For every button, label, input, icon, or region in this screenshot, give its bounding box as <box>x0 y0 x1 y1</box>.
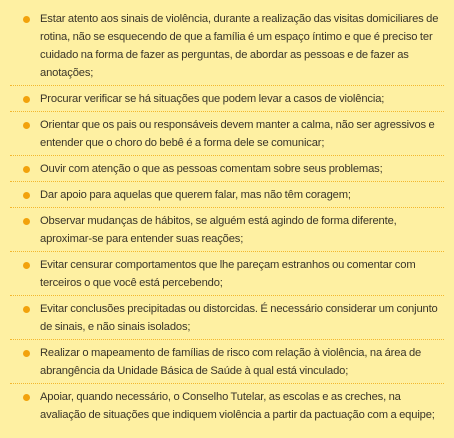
divider <box>10 383 444 385</box>
bullet-icon <box>23 350 30 357</box>
divider <box>10 339 444 341</box>
bullet-icon <box>23 122 30 129</box>
list-item-text: Estar atento aos sinais de violência, durante a realização das visitas domiciliares de rotina, não se esquecendo de que a família é um espaço íntimo e que é preciso ter cuidado na forma de fazer as perguntas, de abordar as pessoas e de fazer as anotações; <box>40 13 439 79</box>
list-item-text: Procurar verificar se há situações que podem levar a casos de violência; <box>40 93 385 105</box>
list-item <box>0 344 444 380</box>
list-item <box>0 212 444 248</box>
list-item <box>0 388 444 424</box>
bullet-icon <box>23 96 30 103</box>
divider <box>10 251 444 253</box>
bullet-icon <box>23 166 30 173</box>
list-item <box>0 160 444 178</box>
divider <box>10 155 444 157</box>
divider <box>10 181 444 183</box>
bullet-icon <box>23 218 30 225</box>
bullet-icon <box>23 192 30 199</box>
list-item-text: Evitar conclusões precipitadas ou distorcidas. É necessário considerar um conjunto de sinais, e não sinais isolados; <box>40 303 438 333</box>
list-item <box>0 10 444 82</box>
guidelines-list <box>0 10 444 424</box>
list-item <box>0 90 444 108</box>
bullet-icon <box>23 394 30 401</box>
list-item-text: Apoiar, quando necessário, o Conselho Tutelar, as escolas e as creches, na avaliação de situações que indiquem violência a partir da pactuação com a equipe; <box>40 391 435 421</box>
bullet-icon <box>23 262 30 269</box>
list-item <box>0 116 444 152</box>
list-item <box>0 256 444 292</box>
list-item-text: Observar mudanças de hábitos, se alguém está agindo de forma diferente, aproximar-se para entender suas reações; <box>40 215 397 245</box>
divider <box>10 207 444 209</box>
list-item-text: Orientar que os pais ou responsáveis devem manter a calma, não ser agressivos e entender que o choro do bebê é a forma dele se comunicar; <box>40 119 435 149</box>
divider <box>10 111 444 113</box>
bullet-icon <box>23 306 30 313</box>
list-item-text: Ouvir com atenção o que as pessoas comentam sobre seus problemas; <box>40 163 383 175</box>
list-item-text: Evitar censurar comportamentos que lhe pareçam estranhos ou comentar com terceiros o que você está percebendo; <box>40 259 416 289</box>
list-item-text: Realizar o mapeamento de famílias de risco com relação à violência, na área de abrangência da Unidade Básica de Saúde à qual está vinculado; <box>40 347 422 377</box>
list-item <box>0 300 444 336</box>
list-item <box>0 186 444 204</box>
divider <box>10 85 444 87</box>
divider <box>10 295 444 297</box>
list-item-text: Dar apoio para aquelas que querem falar, mas não têm coragem; <box>40 189 351 201</box>
bullet-icon <box>23 16 30 23</box>
